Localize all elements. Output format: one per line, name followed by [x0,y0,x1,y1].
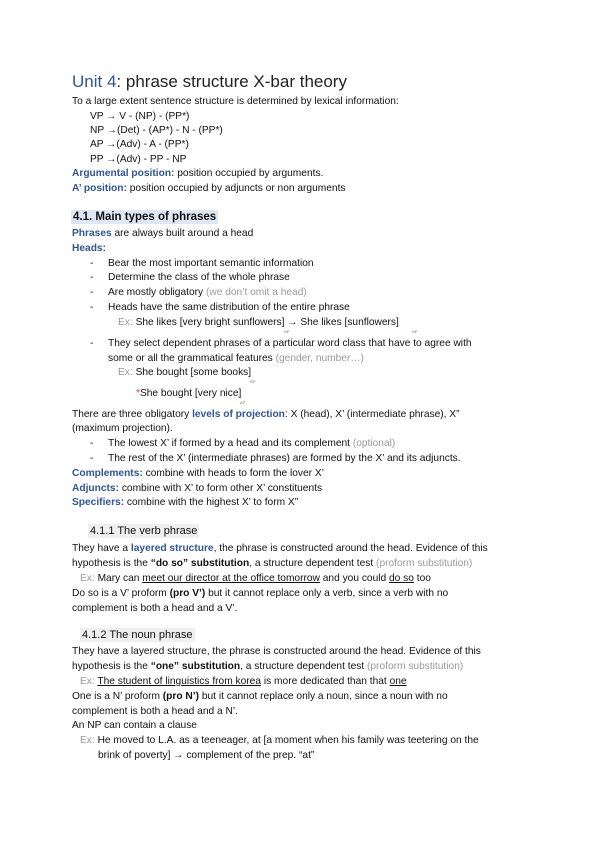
specifiers-line [72,496,298,509]
adjuncts-term: Adjuncts: [72,483,119,494]
noun-line-3 [72,690,448,703]
verb-line-1 [72,542,488,555]
verb-phrase-heading-text: 4.1.1 The verb phrase [90,525,198,537]
levels-term: levels of projection [192,409,285,420]
heads-bullet-3 [108,286,307,299]
noun-example-2-cont: brink of poverty] → complement of the prep. “at” [98,750,315,761]
bullet-dash: - [90,338,94,349]
heads-bullet-3-note: (we don’t omit a head) [205,287,307,298]
do-so-term: “do so” substitution [150,558,250,569]
phrases-term: Phrases [72,228,112,239]
levels-bullet-1-note: (optional) [352,438,396,449]
noun-line-3-a: One is a N’ proform [72,691,163,702]
example-text: She likes [very bright sunflowers] → She likes [sunflowers] [135,317,399,328]
levels-post: : X (head), X’ (intermediate phrase), X” [284,409,460,420]
verb-line-2-a: hypothesis is the [72,558,151,569]
intro-text: To a large extent sentence structure is determined by lexical information: [72,96,399,107]
noun-line-4: complement is both a head and a N’. [72,706,238,717]
pro-n-term: (pro N’) [162,691,199,702]
bullet-dash: - [90,258,94,269]
noun-line-2-note: (proform substitution) [367,661,464,672]
rule-ap: AP →(Adv) - A - (PP*) [90,139,189,150]
noun-example-2 [80,734,479,747]
example-text: He moved to L.A. as a teeneager, at [a moment when his family was teetering on the [97,735,479,746]
complements-def: combine with heads to form the lover X’ [142,468,324,479]
levels-bullet-2: The rest of the X’ (intermediate phrases) are formed by the X’ and its adjuncts. [108,453,461,464]
levels-line-2: (maximum projection). [72,423,173,434]
layered-structure-term: layered structure [130,543,214,554]
noun-line-2 [72,660,463,673]
complements-line [72,467,324,480]
noun-phrase-heading-text: 4.1.2 The noun phrase [82,629,193,641]
rule-vp: VP → V - (NP) - (PP*) [90,111,190,122]
levels-line-1 [72,408,460,421]
verb-line-2 [72,557,472,570]
example-label: Ex: [80,573,98,584]
pro-v-term: (pro V’) [169,588,206,599]
levels-pre: There are three obligatory [72,409,193,420]
noun-line-2-b: , a structure dependent test [240,661,367,672]
adjuncts-line [72,482,322,495]
noun-line-2-a: hypothesis is the [72,661,151,672]
example-text: too [413,573,431,584]
heads-bullet-5-cont [108,352,364,365]
verb-phrase-heading [88,525,199,538]
phrases-line [72,227,253,240]
levels-bullet-1 [108,437,395,450]
verb-line-1-a: They have a [72,543,131,554]
np-subscript: NP [250,379,256,384]
heads-bullet-3-text: Are mostly obligatory [108,287,206,298]
noun-line-3-c: but it cannot replace only a noun, since a noun with no [199,691,448,702]
example-label: Ex: [118,367,136,378]
example-text: Mary can [97,573,143,584]
bullet-dash: - [90,272,94,283]
heads-bullet-5: They select dependent phrases of a particular word class that have to agree with [108,338,472,349]
heads-label: Heads: [72,243,106,254]
underlined-phrase: meet our director at the office tomorrow [142,573,320,584]
example-label: Ex: [80,735,98,746]
verb-line-1-b: , the phrase is constructed around the head. Evidence of this [213,543,488,554]
heads-bullet-5-text: some or all the grammatical features [108,353,276,364]
example-label: Ex: [80,676,98,687]
ungrammatical-star: * [136,388,140,399]
specifiers-term: Specifiers: [72,497,125,508]
heads-bullet-5-example [118,366,251,379]
heads-bullet-4-example [118,316,399,329]
example-text: She bought [some books] [135,367,252,378]
underlined-phrase: The student of linguistics from korea [97,676,262,687]
example-text: is more dedicated than that [261,676,390,687]
np-subscript: NP [284,329,290,334]
verb-line-3-a: Do so is a V’ proform [72,588,170,599]
rule-np: NP →(Det) - (AP*) - N - (PP*) [90,125,223,136]
bullet-dash: - [90,438,94,449]
verb-line-2-b: , a structure dependent test [249,558,377,569]
one-term: “one” substitution [150,661,241,672]
example-text: and you could [319,573,390,584]
example-text: She bought [very nice] [139,388,242,399]
heads-bullet-4: Heads have the same distribution of the entire phrase [108,302,350,313]
a-prime-def: position occupied by adjuncts or non arguments [126,183,346,194]
noun-line-5: An NP can contain a clause [72,720,197,731]
verb-line-4: complement is both a head and a V’. [72,603,238,614]
noun-example [80,675,407,688]
argumental-def: position occupied by arguments. [174,168,324,179]
specifiers-def: combine with the highest X’ to form X” [124,497,299,508]
noun-line-1: They have a layered structure, the phrase is constructed around the head. Evidence of this [72,646,481,657]
underlined-phrase: do so [389,573,414,584]
phrases-def: are always built around a head [111,228,254,239]
title-text: : phrase structure X-bar theory [116,72,347,91]
bullet-dash: - [90,287,94,298]
heads-bullet-5-example-2 [136,387,241,400]
underlined-phrase: one [389,676,407,687]
argumental-position [72,167,323,180]
heads-bullet-2: Determine the class of the whole phrase [108,272,290,283]
section-heading-text: 4.1. Main types of phrases [73,211,217,223]
heads-bullet-5-note: (gender, number…) [275,353,364,364]
bullet-dash: - [90,302,94,313]
verb-line-3 [72,587,448,600]
page-title [72,72,347,92]
argumental-term: Argumental position: [72,168,175,179]
ap-subscript: AP [240,400,246,405]
complements-term: Complements: [72,468,143,479]
bullet-dash: - [90,453,94,464]
section-heading-main-types [71,211,218,224]
verb-example [80,572,431,585]
unit-label: Unit 4 [72,72,117,91]
np-subscript: NP [412,329,418,334]
example-label: Ex: [118,317,136,328]
a-prime-position [72,182,346,195]
verb-line-3-c: but it cannot replace only a verb, since a verb with no [205,588,449,599]
a-prime-term: A’ position: [72,183,127,194]
heads-bullet-1: Bear the most important semantic information [108,258,314,269]
rule-pp: PP →(Adv) - PP - NP [90,154,187,165]
verb-line-2-note: (proform substitution) [376,558,473,569]
levels-bullet-1-text: The lowest X’ if formed by a head and its complement [108,438,353,449]
noun-phrase-heading [80,629,195,642]
adjuncts-def: combine with X’ to form other X’ constituents [118,483,323,494]
